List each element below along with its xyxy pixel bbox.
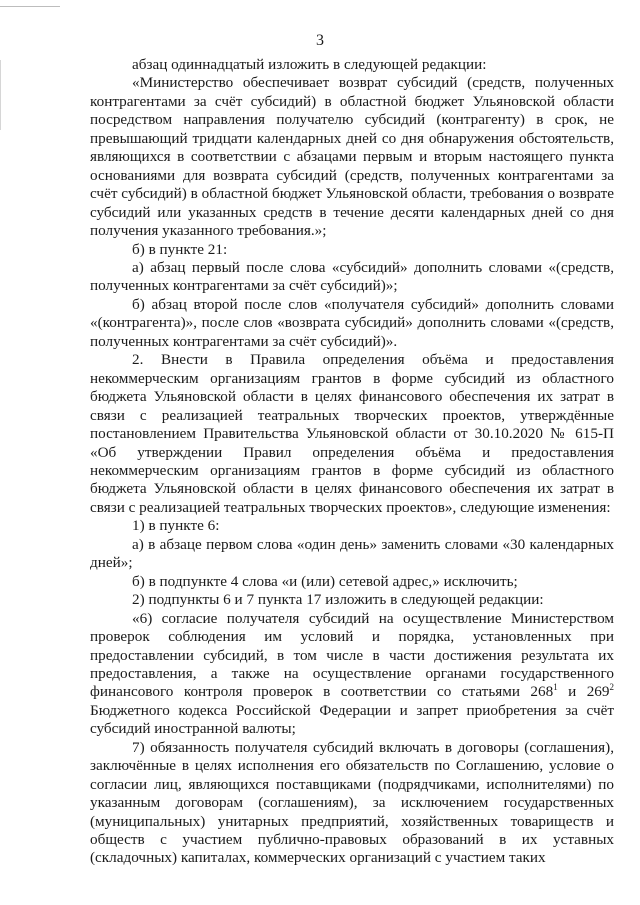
paragraph: б) абзац второй после слов «получателя субсидий» дополнить словами «(контрагента)», после слов «возврата субсидий» дополнить словами «(средств, полученных контрагентами за счёт субсидий)».: [90, 295, 614, 350]
document-body: [90, 56, 614, 868]
page-number: 3: [316, 32, 324, 49]
paragraph: «Министерство обеспечивает возврат субсидий (средств, полученных контрагентами за счёт субсидий) в областной бюджет Ульяновской области посредством направления получателю субсидий (контрагенту) в срок, не превышающий тридцати календарных дней со дня обнаружения обстоятельств, являющихся в соответствии с абзацами первым и вторым настоящего пункта основаниями для возврата субсидий (средств, полученных контрагентами за счёт субсидий) в областной бюджет Ульяновской области, требования о возврате субсидий или указанных средств в течение десяти календарных дней со дня получения указанного требования.»;: [90, 74, 614, 240]
paragraph-text: «6) согласие получателя субсидий на осуществление Министерством проверок соблюдения им условий и порядка, установленных при предоставлении субсидий, в том числе в части достижения результата их предоставления, а также на осуществление органами государственного финансового контроля проверок в соответствии со статьями 268: [90, 609, 614, 701]
paragraph: 1) в пункте 6:: [132, 517, 220, 535]
scan-edge-mark: [0, 6, 60, 7]
scan-edge-mark: [0, 60, 1, 130]
paragraph-text: и 269: [557, 683, 610, 701]
paragraph: [90, 610, 614, 739]
paragraph: б) в подпункте 4 слова «и (или) сетевой адрес,» исключить;: [132, 572, 518, 590]
superscript: 1: [553, 682, 558, 693]
paragraph: абзац одиннадцатый изложить в следующей редакции:: [132, 56, 487, 73]
paragraph: 2. Внести в Правила определения объёма и предоставления некоммерческим организациям грантов в форме субсидий из областного бюджета Ульяновской области в целях финансового обеспечения их затрат в связи с реализацией театральных творческих проектов, утверждённые постановлением Правительства Ульяновской области от 30.10.2020 № 615-П «Об утверждении Правил определения объёма и предоставления некоммерческим организациям грантов в форме субсидий из областного бюджета Ульяновской области в целях финансового обеспечения их затрат в связи с реализацией театральных творческих проектов», следующие изменения:: [90, 351, 614, 516]
paragraph-text: Бюджетного кодекса Российской Федерации и запрет приобретения за счёт субсидий иностранной валюты;: [90, 701, 614, 738]
paragraph: 7) обязанность получателя субсидий включать в договоры (соглашения), заключённые в целях исполнения его обязательств по Соглашению, условие о согласии лиц, являющихся поставщиками (подрядчиками, исполнителями) по указанным договорам (соглашениям), за исключением государственных (муниципальных) унитарных предприятий, хозяйственных товариществ и обществ с участием публично-правовых образований в их уставных (складочных) капиталах, коммерческих организаций с участием таких: [90, 738, 614, 867]
paragraph: а) в абзаце первом слова «один день» заменить словами «30 календарных дней»;: [90, 535, 614, 572]
paragraph: 2) подпункты 6 и 7 пункта 17 изложить в следующей редакции:: [132, 591, 544, 609]
superscript: 2: [609, 682, 614, 693]
paragraph: а) абзац первый после слова «субсидий» дополнить словами «(средств, полученных контрагентами за счёт субсидий)»;: [90, 258, 614, 295]
paragraph: б) в пункте 21:: [132, 240, 228, 258]
